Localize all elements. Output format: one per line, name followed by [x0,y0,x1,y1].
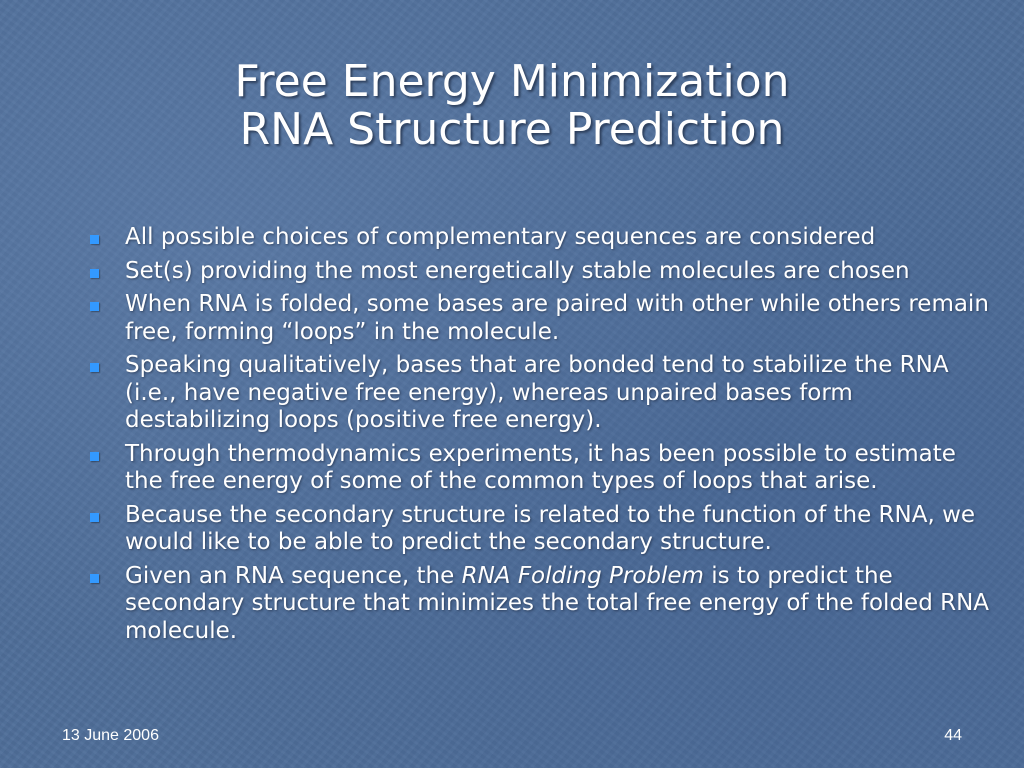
bullet-text: Set(s) providing the most energetically stable molecules are chosen [125,257,910,284]
bullet-item [88,441,1000,496]
square-bullet-icon [90,235,99,244]
title-line-1: Free Energy Minimization [234,56,790,107]
square-bullet-icon [90,513,99,522]
bullet-text-before: Given an RNA sequence, the [125,562,462,589]
bullet-item [88,502,1000,557]
square-bullet-icon [90,363,99,372]
bullet-text: When RNA is folded, some bases are paired with other while others remain free, forming “loops” in the molecule. [125,291,989,345]
bullet-item [88,291,1000,346]
bullet-text [125,563,989,644]
footer-date: 13 June 2006 [62,727,159,744]
bullet-text-after: is to predict the secondary structure that minimizes the total free energy of the folded RNA molecule. [125,562,990,644]
square-bullet-icon [90,574,99,583]
bullet-text: All possible choices of complementary sequences are considered [125,224,876,250]
bullet-item [88,352,1000,435]
square-bullet-icon [90,302,99,311]
bullet-item [88,224,1000,252]
bullet-item [88,563,1000,646]
bullet-text: Because the secondary structure is related to the function of the RNA, we would like to be able to predict the secondary structure. [125,501,976,555]
bullet-text: Through thermodynamics experiments, it has been possible to estimate the free energy of some of the common types of loops that arise. [125,440,956,494]
square-bullet-icon [90,269,99,278]
title-line-2: RNA Structure Prediction [239,104,785,155]
bullet-text: Speaking qualitatively, bases that are bonded tend to stabilize the RNA (i.e., have negative free energy), whereas unpaired bases form destabilizing loops (positive free energy). [125,352,949,433]
page-number: 44 [944,727,962,744]
bullet-list [88,224,1000,651]
rna-folding-problem-term: RNA Folding Problem [461,562,704,589]
square-bullet-icon [90,452,99,461]
slide-title [0,58,1024,154]
bullet-item [88,258,1000,286]
